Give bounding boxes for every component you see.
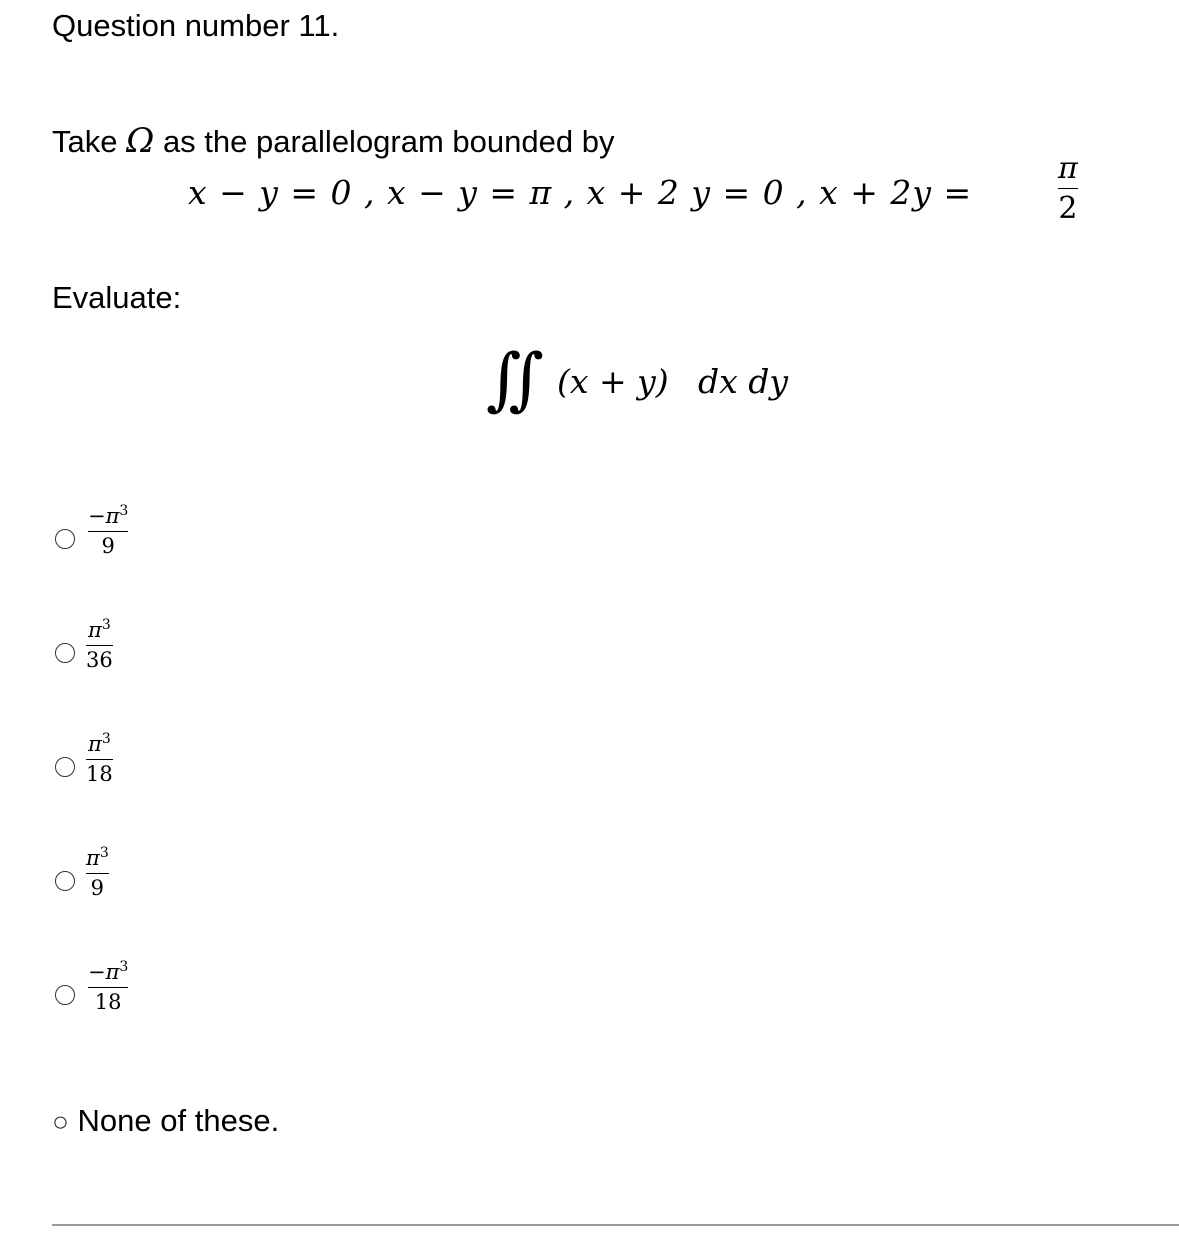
double-integral-sign: ∬ <box>486 340 544 419</box>
choice-numerator: $-\pi^3$ <box>88 959 129 984</box>
radio-button[interactable] <box>55 529 75 549</box>
choice-fraction-bar <box>88 987 128 988</box>
choice-numerator: $\pi^3$ <box>88 617 111 642</box>
radio-button[interactable] <box>55 871 75 891</box>
choice-fraction-bar <box>86 645 113 646</box>
bottom-divider <box>52 1224 1179 1226</box>
radio-button[interactable]: ○ <box>52 1106 69 1137</box>
choice-fraction-bar <box>88 531 128 532</box>
choice-fraction-bar <box>86 759 113 760</box>
intro-rest-text: as the parallelogram bounded by <box>162 124 615 159</box>
choice-numerator: $\pi^3$ <box>88 731 111 756</box>
boundary-last-fraction <box>1058 152 1078 225</box>
evaluate-label: Evaluate: <box>52 280 182 315</box>
question-number: Question number 11. <box>52 8 340 43</box>
choice-fraction <box>86 732 113 786</box>
choice-none-label: None of these. <box>77 1103 280 1138</box>
choice-denominator: 9 <box>101 534 115 559</box>
choice-fraction <box>86 846 109 900</box>
fraction-numerator: π <box>1058 151 1078 186</box>
choice-denominator: 18 <box>94 990 122 1015</box>
choice-denominator: 9 <box>90 876 105 901</box>
fraction-bar <box>1058 188 1078 189</box>
choice-fraction <box>88 960 128 1014</box>
radio-button[interactable] <box>55 985 75 1005</box>
choice-denominator: 18 <box>86 762 113 787</box>
fraction-denominator: 2 <box>1058 191 1078 226</box>
radio-button[interactable] <box>55 643 75 663</box>
radio-button[interactable] <box>55 757 75 777</box>
omega-symbol: Ω <box>126 121 155 161</box>
choice-none-of-these[interactable] <box>52 1103 279 1139</box>
question-intro <box>52 121 614 161</box>
choice-denominator: 36 <box>86 648 113 673</box>
choice-numerator: $\pi^3$ <box>86 845 109 870</box>
intro-take-text: Take <box>52 124 118 159</box>
integrand: (x + y) <box>557 362 669 401</box>
choice-numerator: $-\pi^3$ <box>88 503 129 528</box>
boundary-equations: x − y = 0 , x − y = π , x + 2 y = 0 , x + 2y = <box>188 173 973 212</box>
differentials: dx dy <box>698 362 788 401</box>
choice-fraction <box>86 618 113 672</box>
choice-fraction <box>88 504 128 558</box>
choice-fraction-bar <box>86 873 109 874</box>
